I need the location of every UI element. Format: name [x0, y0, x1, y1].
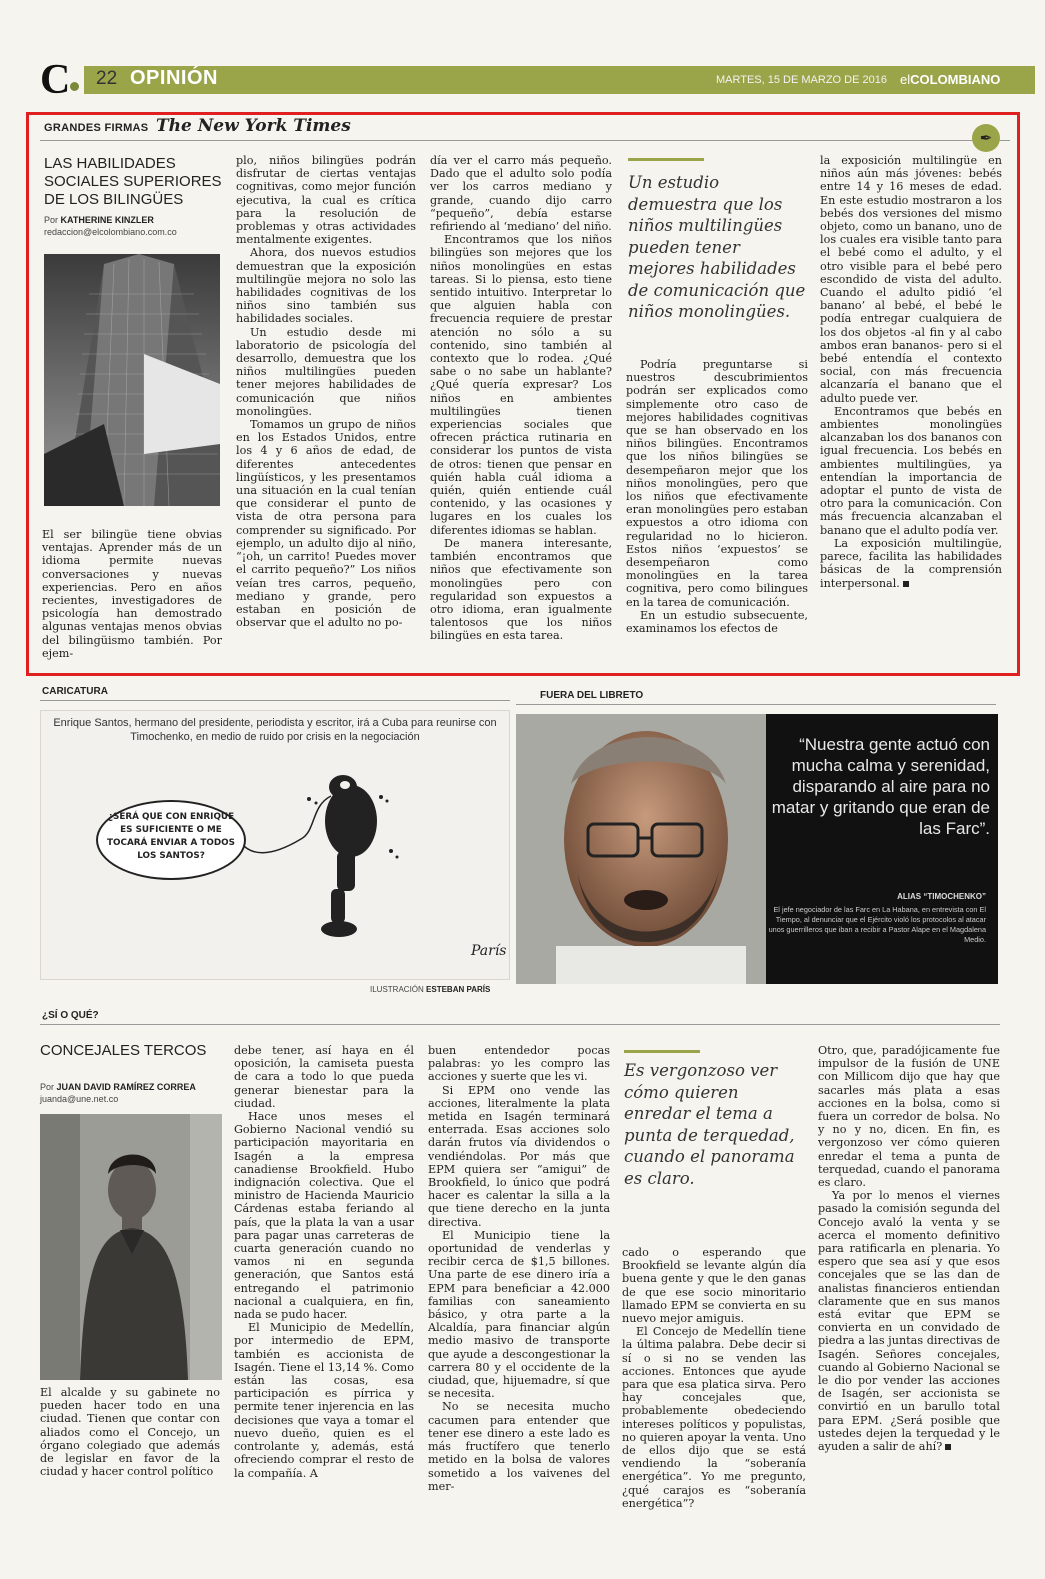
end-mark-icon [945, 1444, 951, 1450]
logo-dot-icon [70, 82, 79, 91]
quote-attribution: ALIAS “TIMOCHENKO” [897, 892, 986, 901]
cartoon-caption: Enrique Santos, hermano del presidente, periodista y escritor, irá a Cuba para reunirse con Timochenko, en medio de ruido por crisis en la negociación [53, 717, 497, 743]
skyscraper-photo [44, 254, 220, 506]
nyt-logo: The New York Times [156, 116, 351, 136]
end-mark-icon [903, 581, 909, 587]
siq-column-5 [818, 1044, 1000, 1453]
cartoon-signature: París [471, 943, 507, 959]
section-title: OPINIÓN [130, 67, 218, 89]
paragraph: Encontramos que los niños bilingües son mejores que los niños monolingües en estas tareas. Si lo piensa, esto tiene sentido intuitivo. Interpretar lo que alguien habla con frecuencia requiere de prestar atención no sólo a su contenido, sino también al contexto que lo rodea. ¿Qué sabe o no sabe un hablante? ¿Qué quería expresar? Los niños en ambientes multilingües tienen experiencias sociales que ofrecen práctica rutinaria en considerar los puntos de vista de otros: tienen que pensar en quién habla cuál idioma a quién, quién entiende cuál contenido, y las ocasiones y lugares en los cuales los diferentes idiomas se hablan. [430, 233, 612, 537]
author-email[interactable]: juanda@une.net.co [40, 1094, 119, 1104]
section-divider [40, 1024, 1000, 1025]
gf-column-1 [42, 528, 222, 660]
paragraph: El alcalde y su gabinete no pueden hacer todo en una ciudad. Tienen que contar con aliados como el Concejo, un órgano colegiado que además de legislar en favor de la ciudad y hacer control político [40, 1386, 220, 1479]
paragraph: Otro, que, paradójicamente fue impulsor de la fusión de UNE con Millicom dijo que hay que sacarles más plata a esas acciones en la bolsa, como si fuera un corredor de bolsa. No y no y no, dicen. En fin, es vergonzoso ver cómo quieren enredar el tema a punta de terquedad, cuando el panorama es claro. [818, 1044, 1000, 1190]
paragraph: cado o esperando que Brookfield se levante algún día buena gente y que le den ganas de que ese socio minoritario llamado EPM se convierta en su nuevo mejor amiguis. [622, 1246, 806, 1326]
pen-nib-icon: ✒ [972, 124, 1000, 152]
paragraph: En un estudio subsecuente, examinamos los efectos de [626, 608, 808, 636]
grandes-firmas-kicker: GRANDES FIRMAS [44, 122, 149, 134]
gf-column-2 [236, 154, 416, 629]
paragraph: Encontramos que bebés en ambientes monolingües alcanzaban los dos bananos con igual frecuencia. Los bebés en ambientes multilingües, ya entendían la importancia de adoptar el punto de vista de otro para la comunicación. Con más frecuencia alcanzaban el banano que el adulto podía ver. [820, 404, 1002, 537]
article-byline: Por JUAN DAVID RAMÍREZ CORREA [40, 1082, 196, 1092]
newspaper-logo: C [40, 57, 71, 103]
siq-column-3 [428, 1044, 610, 1493]
gf-column-5 [820, 154, 1002, 590]
article-headline: LAS HABILIDADES SOCIALES SUPERIORES DE LOS BILINGÜES [44, 155, 222, 208]
paragraph: No se necesita mucho cacumen para entender que tener ese dinero a este lado es más fructífero que tenerlo metido en la bolsa de valores sometido a los vaivenes del mer- [428, 1400, 610, 1493]
pull-quote-rule [624, 1050, 700, 1053]
author-email[interactable]: redaccion@elcolombiano.com.co [44, 227, 177, 237]
paragraph: Hace unos meses el Gobierno Nacional vendió su participación mayoritaria en Isagén a la empresa canadiense Brookfield. Hubo indignación colectiva. Que el ministro de Hacienda Mauricio Cárdenas estaba feriando al país, que la plata la van a usar para pagar unas carreteras de cuarta generación cuando no vamos ni en segunda generación, que Santos está entregando el patrimonio nacional a cualquiera, en fin, nada se pudo hacer. [234, 1110, 414, 1322]
paragraph: Si EPM ono vende las acciones, literalmente la plata metida en Isagén terminará enterrada. Esas acciones solo darán frutos vía dividendos o vendiéndolas. Por más que EPM quiera ser “amigui” de Brookfield, lo único que podrá hacer es calentar la silla a la que tiene derecho en la junta directiva. [428, 1083, 610, 1229]
section-divider [40, 700, 510, 701]
page-number: 22 [96, 68, 118, 89]
pull-quote: Un estudio demuestra que los niños multilingües pueden tener mejores habilidades de comunicación que niños monolingües. [628, 173, 806, 321]
article-byline: Por KATHERINE KINZLER [44, 215, 154, 225]
featured-quote: “Nuestra gente actuó con mucha calma y serenidad, disparando al aire para no matar y gritando que eran de las Farc”. [771, 735, 990, 838]
section-divider [516, 704, 996, 705]
speech-bubble-text: ¿SERÁ QUE CON ENRIQUE ES SUFICIENTE O ME TOCARÁ ENVIAR A TODOS LOS SANTOS? [107, 812, 235, 861]
si-o-que-kicker: ¿SÍ O QUÉ? [42, 1010, 99, 1021]
quote-context: El jefe negociador de las Farc en La Habana, en entrevista con El Tiempo, al denunciar que el Ejército violó los protocolos al atacar unos guerrilleros que iban a recibir a Pastor Alape en el Magdalena Medio. [768, 905, 986, 944]
illustration-credit: ILUSTRACIÓN ESTEBAN PARÍS [370, 985, 491, 994]
paragraph: Ahora, dos nuevos estudios demuestran que la exposición multilingüe mejora no solo las habilidades cognitivas de los niños sino también sus habilidades sociales. [236, 246, 416, 326]
brand-name: elCOLOMBIANO [900, 72, 1001, 87]
gf-column-4 [626, 358, 808, 635]
author-photo [40, 1114, 222, 1380]
pull-quote-rule [628, 158, 704, 161]
paragraph: Tomamos un grupo de niños en los Estados Unidos, entre los 4 y 6 años de edad, de diferentes antecedentes lingüísticos, y les presentamos una situación en la cual tenían que considerar el punto de vista de otra persona para comprender su significado. Por ejemplo, un adulto dijo al niño, “¡oh, un carrito! Puedes mover el carrito pequeño?” Los niños veían tres carros, pequeño, mediano y grande, pero estaban en posición de observar que el adulto no po- [236, 418, 416, 630]
paragraph: plo, niños bilingües podrán disfrutar de ciertas ventajas cognitivas, como mejor función ejecutiva, la cual es crítica para la resolución de problemas y otras actividades mentalmente exigentes. [236, 154, 416, 247]
siq-column-1 [40, 1386, 220, 1478]
paragraph: El Municipio de Medellín, por intermedio de EPM, también es accionista de Isagén. Tiene el 13,14 %. Como están las cosas, esa participación es pírrica y permite tener injerencia en las decisiones que vaya a tomar el nuevo dueño, quien es el controlante y, además, está ofreciendo comprar el resto de la compañía. A [234, 1321, 414, 1480]
paragraph: El ser bilingüe tiene obvias ventajas. Aprender más de un idioma permite nuevas conversaciones y nuevas experiencias. Pero en años recientes, investigadores de psicología han demostrado algunas ventajas menos obvias del bilingüismo también. Por ejem- [42, 528, 222, 660]
paragraph: De manera interesante, también encontramos que niños que efectivamente son monolingües pero con regularidad son expuestos a otro idioma, eran igualmente talentosos que los niños bilingües en esta tarea. [430, 536, 612, 643]
fuera-del-libreto-kicker: FUERA DEL LIBRETO [540, 690, 644, 701]
siq-column-2 [234, 1044, 414, 1480]
pull-quote: Es vergonzoso ver cómo quieren enredar el tema a punta de terquedad, cuando el panorama es claro. [624, 1061, 795, 1188]
article-headline: CONCEJALES TERCOS [40, 1042, 207, 1059]
caricatura-kicker: CARICATURA [42, 686, 108, 697]
paragraph: la exposición multilingüe en niños aún más jóvenes: bebés entre 14 y 16 meses de edad. En este estudio mostraron a los bebés dos versiones del mismo objeto, como un banano, uno de los cuales era visible tanto para el bebé como el adulto, y el otro visible para el bebé pero escondido de vista del adulto. Cuando el adulto pidió ‘el banano’ al bebé, el bebé le podía entregar cualquiera de los dos objetos -al fin y al cabo ambos eran bananos- pero si el bebé entendía el contexto social, con más frecuencia alcanzaría el banano que el adulto puede ver. [820, 154, 1002, 405]
issue-date: MARTES, 15 DE MARZO DE 2016 [716, 74, 887, 86]
masthead [40, 57, 1035, 103]
siq-column-4 [622, 1246, 806, 1510]
paragraph: La exposición multilingüe, parece, facilita las habilidades básicas de la comprensión interpersonal. [820, 536, 1002, 590]
paragraph: El Municipio tiene la oportunidad de venderlas y recibir cerca de $1,5 billones. Una parte de ese dinero iría a EPM para beneficiar a 42.000 familias con saneamiento básico, y otra parte a la Alcaldía, para financiar algún medio masivo de transporte que ayude a descongestionar la carrera 80 y el occidente de la ciudad, que, hijuemadre, sí que se necesita. [428, 1228, 610, 1401]
section-divider [40, 140, 1010, 141]
paragraph: El Concejo de Medellín tiene la última palabra. Debe decir si sí o si no se venden las acciones. Entonces que ayude para que esa platica sirva. Pero hay concejales que, probablemente obedeciendo intereses políticos y populistas, no quieren apoyar la venta. Uno de ellos dijo que se está vendiendo la “soberanía energética”. Yo me pregunto, ¿qué carajos es “soberanía energética”? [622, 1325, 806, 1510]
paragraph: buen entendedor pocas palabras: yo les compro las acciones y suerte que les vi. [428, 1044, 610, 1084]
paragraph: debe tener, así haya en él oposición, la camiseta puesta de cara a todo lo que pueda generar bienestar para la ciudad. [234, 1044, 414, 1110]
gf-column-3 [430, 154, 612, 643]
paragraph: Un estudio desde mi laboratorio de psicología del desarrollo, demuestra que los niños multilingües pueden tener mejores habilidades de comunicación que niños monolingües. [236, 325, 416, 418]
paragraph: Ya por lo menos el viernes pasado la comisión segunda del Concejo avaló la venta y se acerca el momento definitivo para ratificarla en plenaria. Yo espero que sea así y que esos concejales que se las dan de analistas financieros entiendan claramente que en sus manos está evitar que EPM se convierta en un convidado de piedra a las juntas directivas de Isagén. Señores concejales, cuando al Gobierno Nacional se le dio por vender las acciones de Isagén, ser accionista se convirtió en un barullo total para EPM. ¿Será posible que ustedes dejen la terquedad y le ayuden a salir de ahí? [818, 1189, 1000, 1454]
paragraph: día ver el carro más pequeño. Dado que el adulto solo podía ver los carros mediano y grande, cuando dijo carro “pequeño”, debía estarse refiriendo al ‘mediano’ del niño. [430, 154, 612, 234]
section-bar [84, 66, 1035, 94]
paragraph: Podría preguntarse si nuestros descubrimientos podrán ser explicados como simplemente otro caso de mejores habilidades cognitivas que se han observado en los niños bilingües. Encontramos que los niños bilingües se desempeñaron mejor que los niños monolingües, pero que los niños que efectivamente eran monolingües pero estaban expuestos a otro idioma con regularidad no lo hicieron. Estos niños ‘expuestos’ se desempeñaron como monolingües en la tarea cognitiva, pero como bilingues en la tarea de comunicación. [626, 358, 808, 609]
